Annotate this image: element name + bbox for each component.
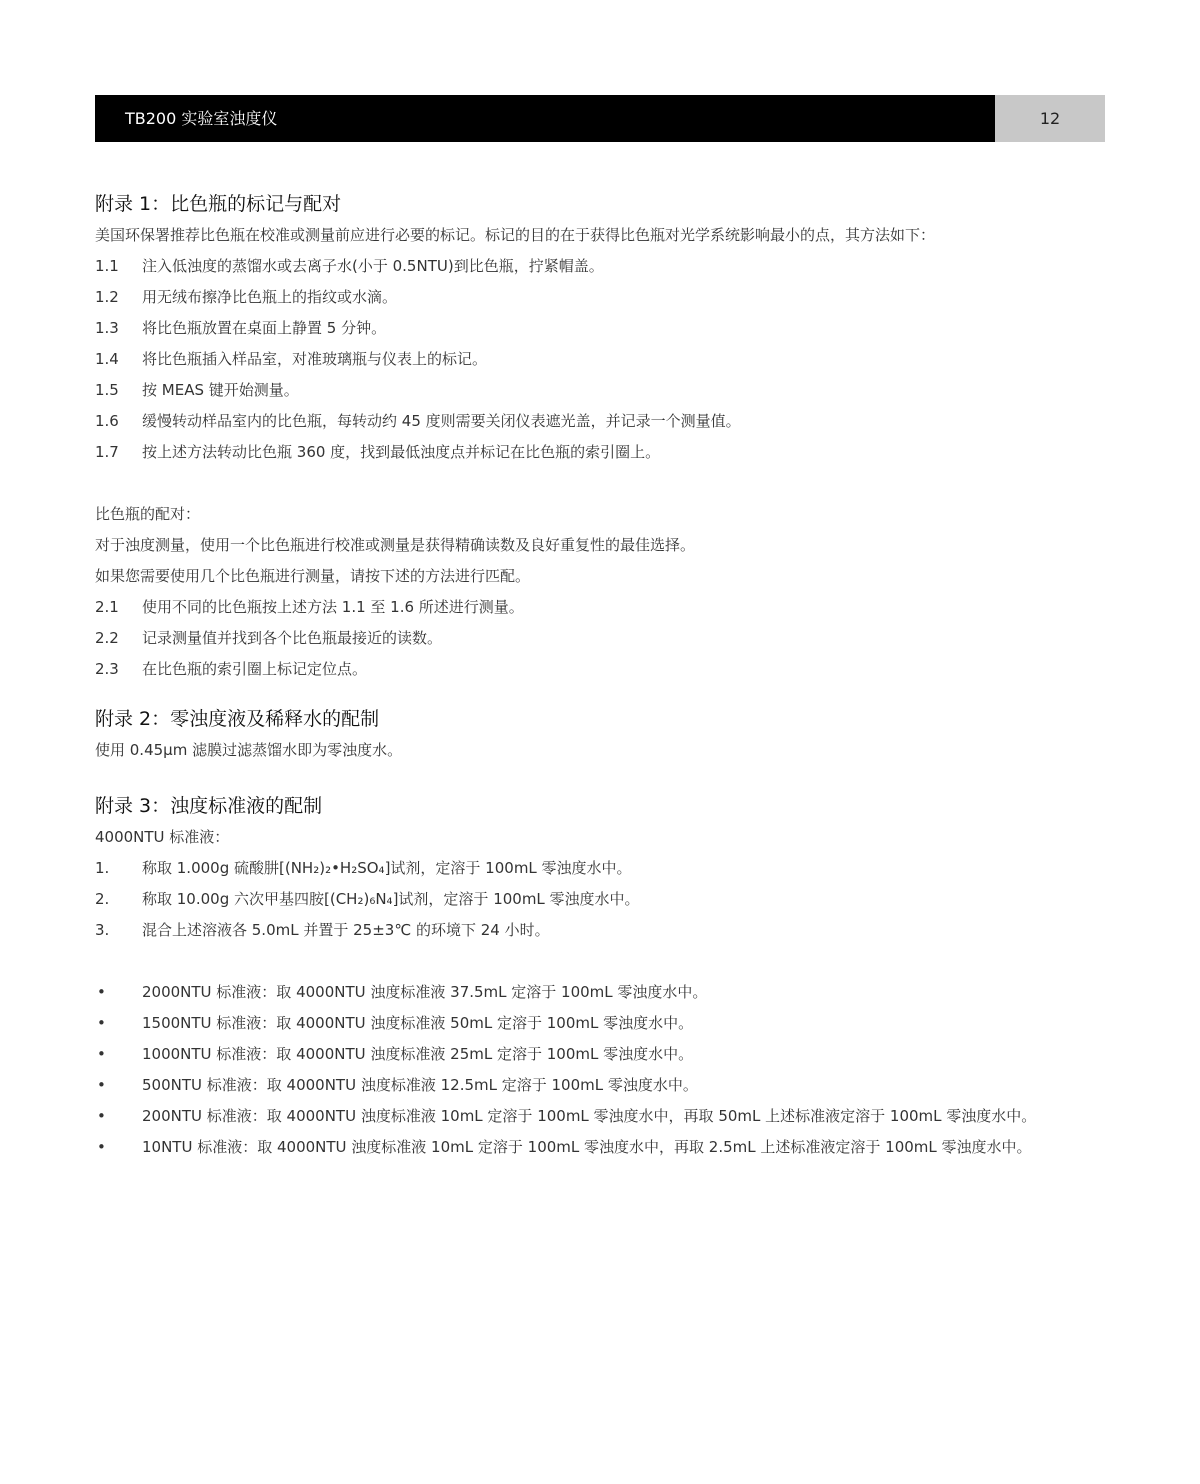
page-content xyxy=(95,188,1105,1163)
bullet-icon: • xyxy=(97,1107,106,1125)
list-item xyxy=(95,1008,1105,1039)
appendix1-intro: 美国环保署推荐比色瓶在校准或测量前应进行必要的标记。标记的目的在于获得比色瓶对光学系统影响最小的点，其方法如下： xyxy=(95,226,936,244)
list-item xyxy=(95,282,1105,313)
step-number: 2.1 xyxy=(95,598,119,616)
pairing-steps xyxy=(95,592,1105,685)
list-item xyxy=(95,884,1105,915)
list-item xyxy=(95,915,1105,946)
list-item xyxy=(95,375,1105,406)
page-number: 12 xyxy=(995,95,1105,142)
step-text: 使用不同的比色瓶按上述方法 1.1 至 1.6 所述进行测量。 xyxy=(142,598,524,616)
step-number: 1. xyxy=(95,859,110,877)
step-number: 1.6 xyxy=(95,412,119,430)
appendix2-text: 使用 0.45μm 滤膜过滤蒸馏水即为零浊度水。 xyxy=(95,741,403,759)
step-text: 注入低浊度的蒸馏水或去离子水(小于 0.5NTU)到比色瓶，拧紧帽盖。 xyxy=(142,257,604,275)
step-number: 1.3 xyxy=(95,319,119,337)
step-text: 将比色瓶插入样品室，对准玻璃瓶与仪表上的标记。 xyxy=(142,350,488,368)
list-item xyxy=(95,313,1105,344)
step-number: 1.1 xyxy=(95,257,119,275)
appendix2-title: 附录 2：零浊度液及稀释水的配制 xyxy=(95,708,380,730)
list-item xyxy=(95,437,1105,468)
bullet-text: 10NTU 标准液：取 4000NTU 浊度标准液 10mL 定溶于 100mL 零浊度水中，再取 2.5mL 上述标准液定溶于 100mL 零浊度水中。 xyxy=(142,1138,1032,1156)
list-item xyxy=(95,654,1105,685)
bullet-text: 2000NTU 标准液：取 4000NTU 浊度标准液 37.5mL 定溶于 100mL 零浊度水中。 xyxy=(142,983,708,1001)
step-number: 2. xyxy=(95,890,110,908)
step-number: 1.2 xyxy=(95,288,119,306)
step-text: 将比色瓶放置在桌面上静置 5 分钟。 xyxy=(142,319,387,337)
step-text: 记录测量值并找到各个比色瓶最接近的读数。 xyxy=(142,629,443,647)
list-item xyxy=(95,251,1105,282)
step-text: 按上述方法转动比色瓶 360 度，找到最低浊度点并标记在比色瓶的索引圈上。 xyxy=(142,443,661,461)
list-item xyxy=(95,623,1105,654)
step-number: 2.2 xyxy=(95,629,119,647)
bullet-text: 200NTU 标准液：取 4000NTU 浊度标准液 10mL 定溶于 100mL 零浊度水中，再取 50mL 上述标准液定溶于 100mL 零浊度水中。 xyxy=(142,1107,1037,1125)
step-number: 1.5 xyxy=(95,381,119,399)
step-text: 称取 1.000g 硫酸肼[(NH₂)₂•H₂SO₄]试剂，定溶于 100mL 零浊度水中。 xyxy=(142,859,632,877)
list-item xyxy=(95,1039,1105,1070)
appendix3-title: 附录 3：浊度标准液的配制 xyxy=(95,795,323,817)
bullet-icon: • xyxy=(97,1045,106,1063)
step-number: 1.4 xyxy=(95,350,119,368)
bullet-icon: • xyxy=(97,1138,106,1156)
page-header xyxy=(95,95,1105,142)
step-number: 3. xyxy=(95,921,110,939)
bullet-icon: • xyxy=(97,1076,106,1094)
step-text: 混合上述溶液各 5.0mL 并置于 25±3℃ 的环境下 24 小时。 xyxy=(142,921,550,939)
spacer xyxy=(95,468,1105,499)
step-text: 在比色瓶的索引圈上标记定位点。 xyxy=(142,660,368,678)
bullet-icon: • xyxy=(97,1014,106,1032)
bullet-text: 1000NTU 标准液：取 4000NTU 浊度标准液 25mL 定溶于 100mL 零浊度水中。 xyxy=(142,1045,694,1063)
list-item xyxy=(95,406,1105,437)
list-item xyxy=(95,592,1105,623)
spacer xyxy=(95,766,1105,790)
list-item xyxy=(95,1101,1105,1132)
bullet-icon: • xyxy=(97,983,106,1001)
bullet-text: 500NTU 标准液：取 4000NTU 浊度标准液 12.5mL 定溶于 100mL 零浊度水中。 xyxy=(142,1076,698,1094)
appendix3-steps xyxy=(95,853,1105,946)
list-item xyxy=(95,344,1105,375)
step-number: 2.3 xyxy=(95,660,119,678)
appendix1-title: 附录 1：比色瓶的标记与配对 xyxy=(95,193,342,215)
spacer xyxy=(95,685,1105,703)
pairing-heading: 比色瓶的配对： xyxy=(95,505,201,523)
list-item xyxy=(95,1070,1105,1101)
bullet-text: 1500NTU 标准液：取 4000NTU 浊度标准液 50mL 定溶于 100mL 零浊度水中。 xyxy=(142,1014,694,1032)
list-item xyxy=(95,977,1105,1008)
list-item xyxy=(95,853,1105,884)
step-text: 按 MEAS 键开始测量。 xyxy=(142,381,299,399)
step-text: 用无绒布擦净比色瓶上的指纹或水滴。 xyxy=(142,288,398,306)
document-title: TB200 实验室浊度仪 xyxy=(95,95,995,142)
spacer xyxy=(95,946,1105,977)
step-text: 称取 10.00g 六次甲基四胺[(CH₂)₆N₄]试剂，定溶于 100mL 零浊度水中。 xyxy=(142,890,640,908)
appendix3-subheading: 4000NTU 标准液： xyxy=(95,828,230,846)
pairing-paragraph: 如果您需要使用几个比色瓶进行测量，请按下述的方法进行匹配。 xyxy=(95,567,531,585)
standard-solutions-list xyxy=(95,977,1105,1163)
step-number: 1.7 xyxy=(95,443,119,461)
step-text: 缓慢转动样品室内的比色瓶，每转动约 45 度则需要关闭仪表遮光盖，并记录一个测量值。 xyxy=(142,412,741,430)
pairing-paragraph: 对于浊度测量，使用一个比色瓶进行校准或测量是获得精确读数及良好重复性的最佳选择。 xyxy=(95,536,696,554)
appendix1-steps xyxy=(95,251,1105,468)
list-item xyxy=(95,1132,1105,1163)
